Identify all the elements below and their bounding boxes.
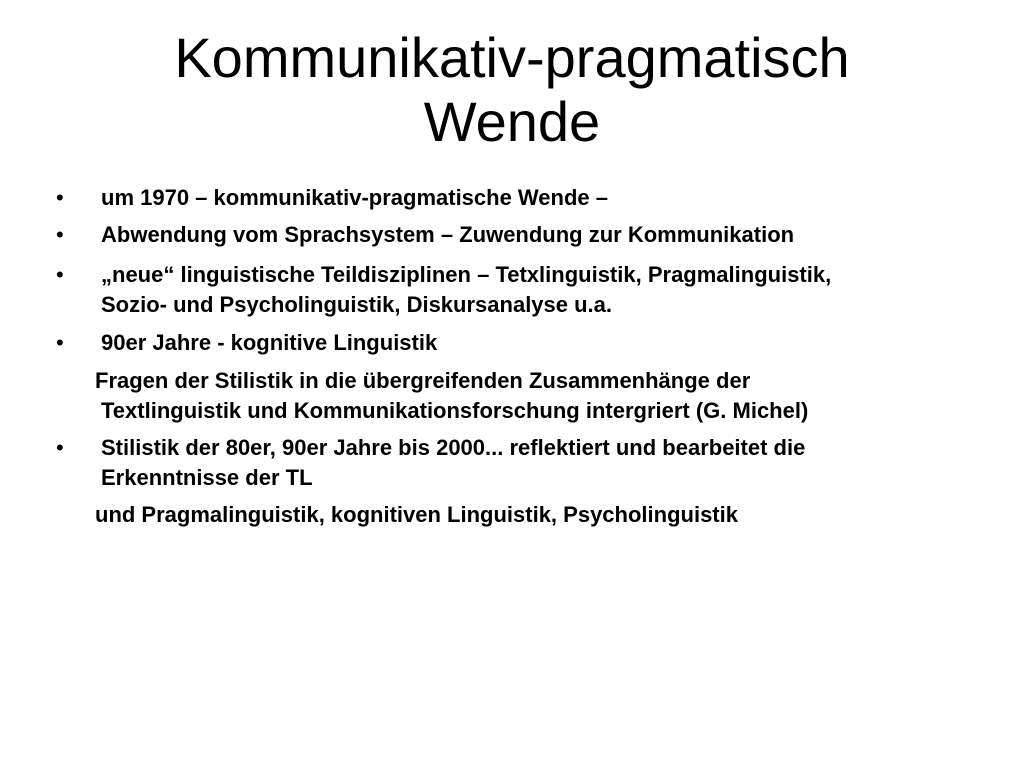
list-item-line: um 1970 – kommunikativ-pragmatische Wende – [101, 185, 608, 210]
list-item-text [101, 260, 981, 320]
slide-title [0, 26, 1024, 154]
list-item-text [95, 500, 975, 530]
list-item-line: Sozio- und Psycholinguistik, Diskursanalyse u.a. [101, 292, 613, 317]
bullet-icon: • [56, 330, 64, 355]
list-item-line: Textlinguistik und Kommunikationsforschung intergriert (G. Michel) [101, 398, 809, 423]
list-item-line: 90er Jahre - kognitive Linguistik [101, 330, 438, 355]
list-item-text [101, 183, 981, 213]
bullet-icon: • [56, 185, 64, 210]
bullet-icon: • [56, 435, 64, 460]
list-item-line: Stilistik der 80er, 90er Jahre bis 2000... reflektiert und bearbeitet die [101, 435, 806, 460]
list-item-text [101, 433, 981, 493]
list-item-line: Abwendung vom Sprachsystem – Zuwendung zur Kommunikation [101, 222, 795, 247]
bullet-icon: • [56, 222, 64, 247]
list-item-line: „neue“ linguistische Teildisziplinen – Tetxlinguistik, Pragmalinguistik, [101, 262, 832, 287]
slide-title-line-2: Wende [423, 90, 601, 153]
list-item-line: und Pragmalinguistik, kognitiven Linguistik, Psycholinguistik [95, 502, 738, 527]
list-item-line: Fragen der Stilistik in die übergreifenden Zusammenhänge der [95, 368, 751, 393]
list-item-line: Erkenntnisse der TL [101, 465, 313, 490]
list-item-text [95, 366, 975, 426]
list-item-text [101, 328, 981, 358]
list-item-text [101, 220, 981, 250]
slide-title-line-1: Kommunikativ-pragmatisch [174, 26, 850, 89]
bullet-icon: • [56, 262, 64, 287]
